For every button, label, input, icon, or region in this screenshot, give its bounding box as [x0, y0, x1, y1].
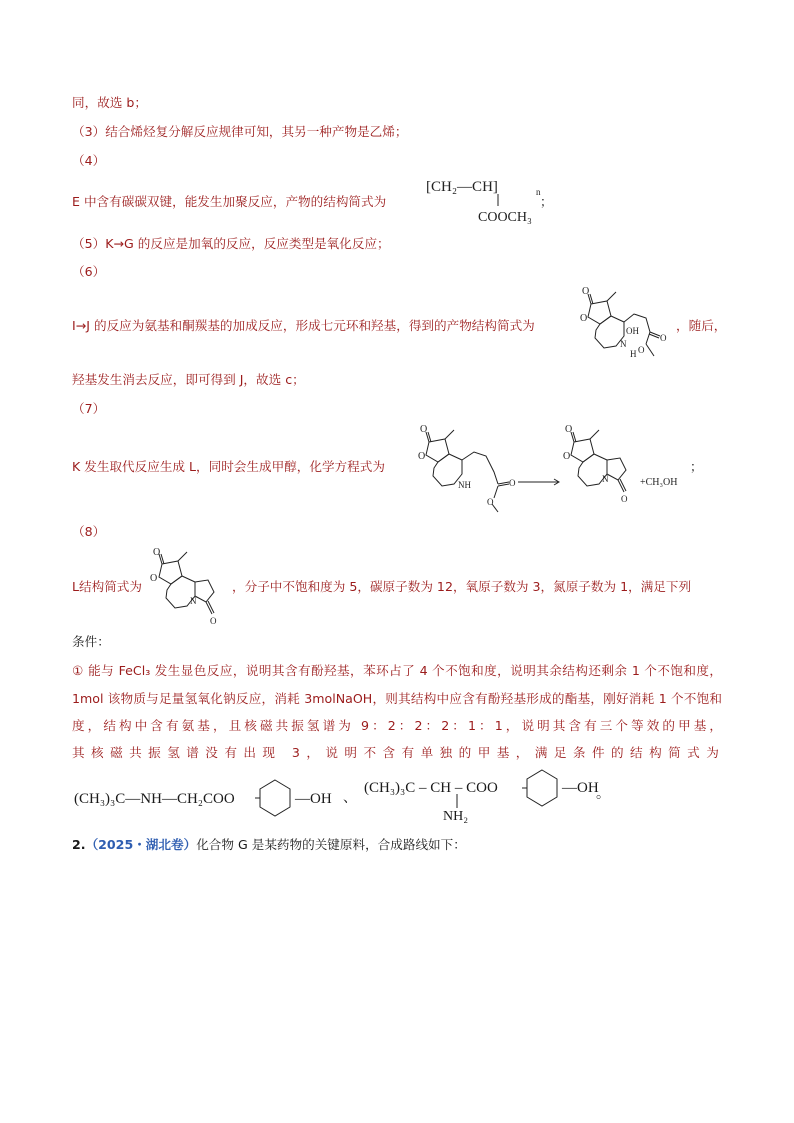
k-o4: O [487, 497, 494, 507]
o-ring-label: O [580, 313, 588, 324]
methanol: +CH₃OH [640, 477, 678, 488]
answer-5: （5）K→G 的反应是加氧的反应，反应类型是氧化反应； [72, 236, 390, 251]
l8-o1: O [153, 547, 161, 558]
l8-n: N [190, 596, 197, 606]
nh2-bond [455, 794, 459, 808]
polymer-n: n [536, 187, 541, 197]
question-2 [72, 839, 466, 852]
struct-2-oh: —OH [562, 780, 599, 796]
n-label: N [620, 339, 627, 349]
condition-paragraph: ① 能与 FeCl₃ 发生显色反应，说明其含有酚羟基，苯环占了 4 个不饱和度，说明其余结构还剩余 1 个不饱和度，1mol 该物质与足量氢氧化钠反应，消耗 3molNaOH，则其结构中应含有酚羟基形成的酯基，刚好消耗 1 个不饱和度，结构中含有氨基，且核磁共振氢谱为 9：2：2：2：1：1，说明其含有三个等效的甲基， [72, 663, 722, 733]
answer-7: K 发生取代反应生成 L，同时会生成甲醇，化学方程式为 [72, 459, 385, 474]
o-label: O [582, 286, 590, 297]
heading-8: （8） [72, 524, 106, 539]
k-o2: O [418, 451, 426, 462]
conditions-label: 条件： [72, 634, 110, 649]
l-n: N [602, 474, 609, 484]
struct-2: (CH₃)₃C – CH – COO [364, 780, 498, 796]
o-methoxy-label: O [638, 345, 645, 355]
l8-o3: O [210, 616, 217, 626]
l-o2: O [563, 451, 571, 462]
answer-8: L结构简式为 [72, 579, 142, 594]
k-nh: NH [458, 480, 471, 490]
l-o1: O [565, 424, 573, 435]
k-o3: O [509, 478, 516, 488]
hydroxy-product-structure [574, 284, 684, 364]
semicolon-7: ； [690, 459, 703, 474]
struct-2-nh2: NH₂ [443, 809, 469, 824]
o-ester-label: O [660, 333, 667, 343]
answer-6-cont: 羟基发生消去反应，即可得到 J，故选 c； [72, 372, 305, 387]
heading-6: （6） [72, 264, 106, 279]
k-o1: O [420, 424, 428, 435]
answer-3: （3）结合烯烃复分解反应规律可知，其另一种产物是乙烯； [72, 124, 408, 139]
struct-1-oh: —OH [295, 791, 332, 807]
separator: 、 [343, 791, 357, 806]
polymer-main: [CH₂—CH] [426, 179, 498, 195]
q2-number: 2. [72, 837, 86, 852]
h-label: H [630, 349, 637, 359]
condition-paragraph-end: 其核磁共振氢谱没有出现 3，说明不含有单独的甲基，满足条件的结构简式为 [72, 745, 722, 760]
line-choose-b: 同，故选 b； [72, 95, 147, 110]
q2-source: （2025・湖北卷） [85, 837, 197, 852]
answer-4: E 中含有碳碳双键，能发生加聚反应，产物的结构简式为 [72, 194, 387, 209]
then-text: ，随后， [676, 318, 727, 333]
heading-4: （4） [72, 153, 106, 168]
benzene-ring-1 [255, 778, 295, 818]
q2-text: 化合物 G 是某药物的关键原料，合成路线如下： [196, 837, 466, 852]
reaction-equation [412, 420, 702, 520]
l8-o2: O [150, 573, 158, 584]
heading-7: （7） [72, 401, 106, 416]
polymer-structure [420, 172, 550, 230]
answer-6: I→J 的反应为氨基和酮羰基的加成反应，形成七元环和羟基，得到的产物结构简式为 [72, 318, 535, 333]
l-structure [148, 546, 234, 626]
period: 。 [596, 787, 610, 802]
struct-1: (CH₃)₃C—NH—CH₂COO [74, 791, 235, 807]
answer-8-cont: ，分子中不饱和度为 5，碳原子数为 12，氧原子数为 3，氮原子数为 1，满足下列 [232, 579, 692, 594]
l-o3: O [621, 494, 628, 504]
benzene-ring-2 [522, 768, 562, 808]
oh-label: OH [626, 326, 639, 336]
polymer-ester: COOCH₃ [478, 210, 532, 225]
semicolon: ； [540, 194, 553, 209]
